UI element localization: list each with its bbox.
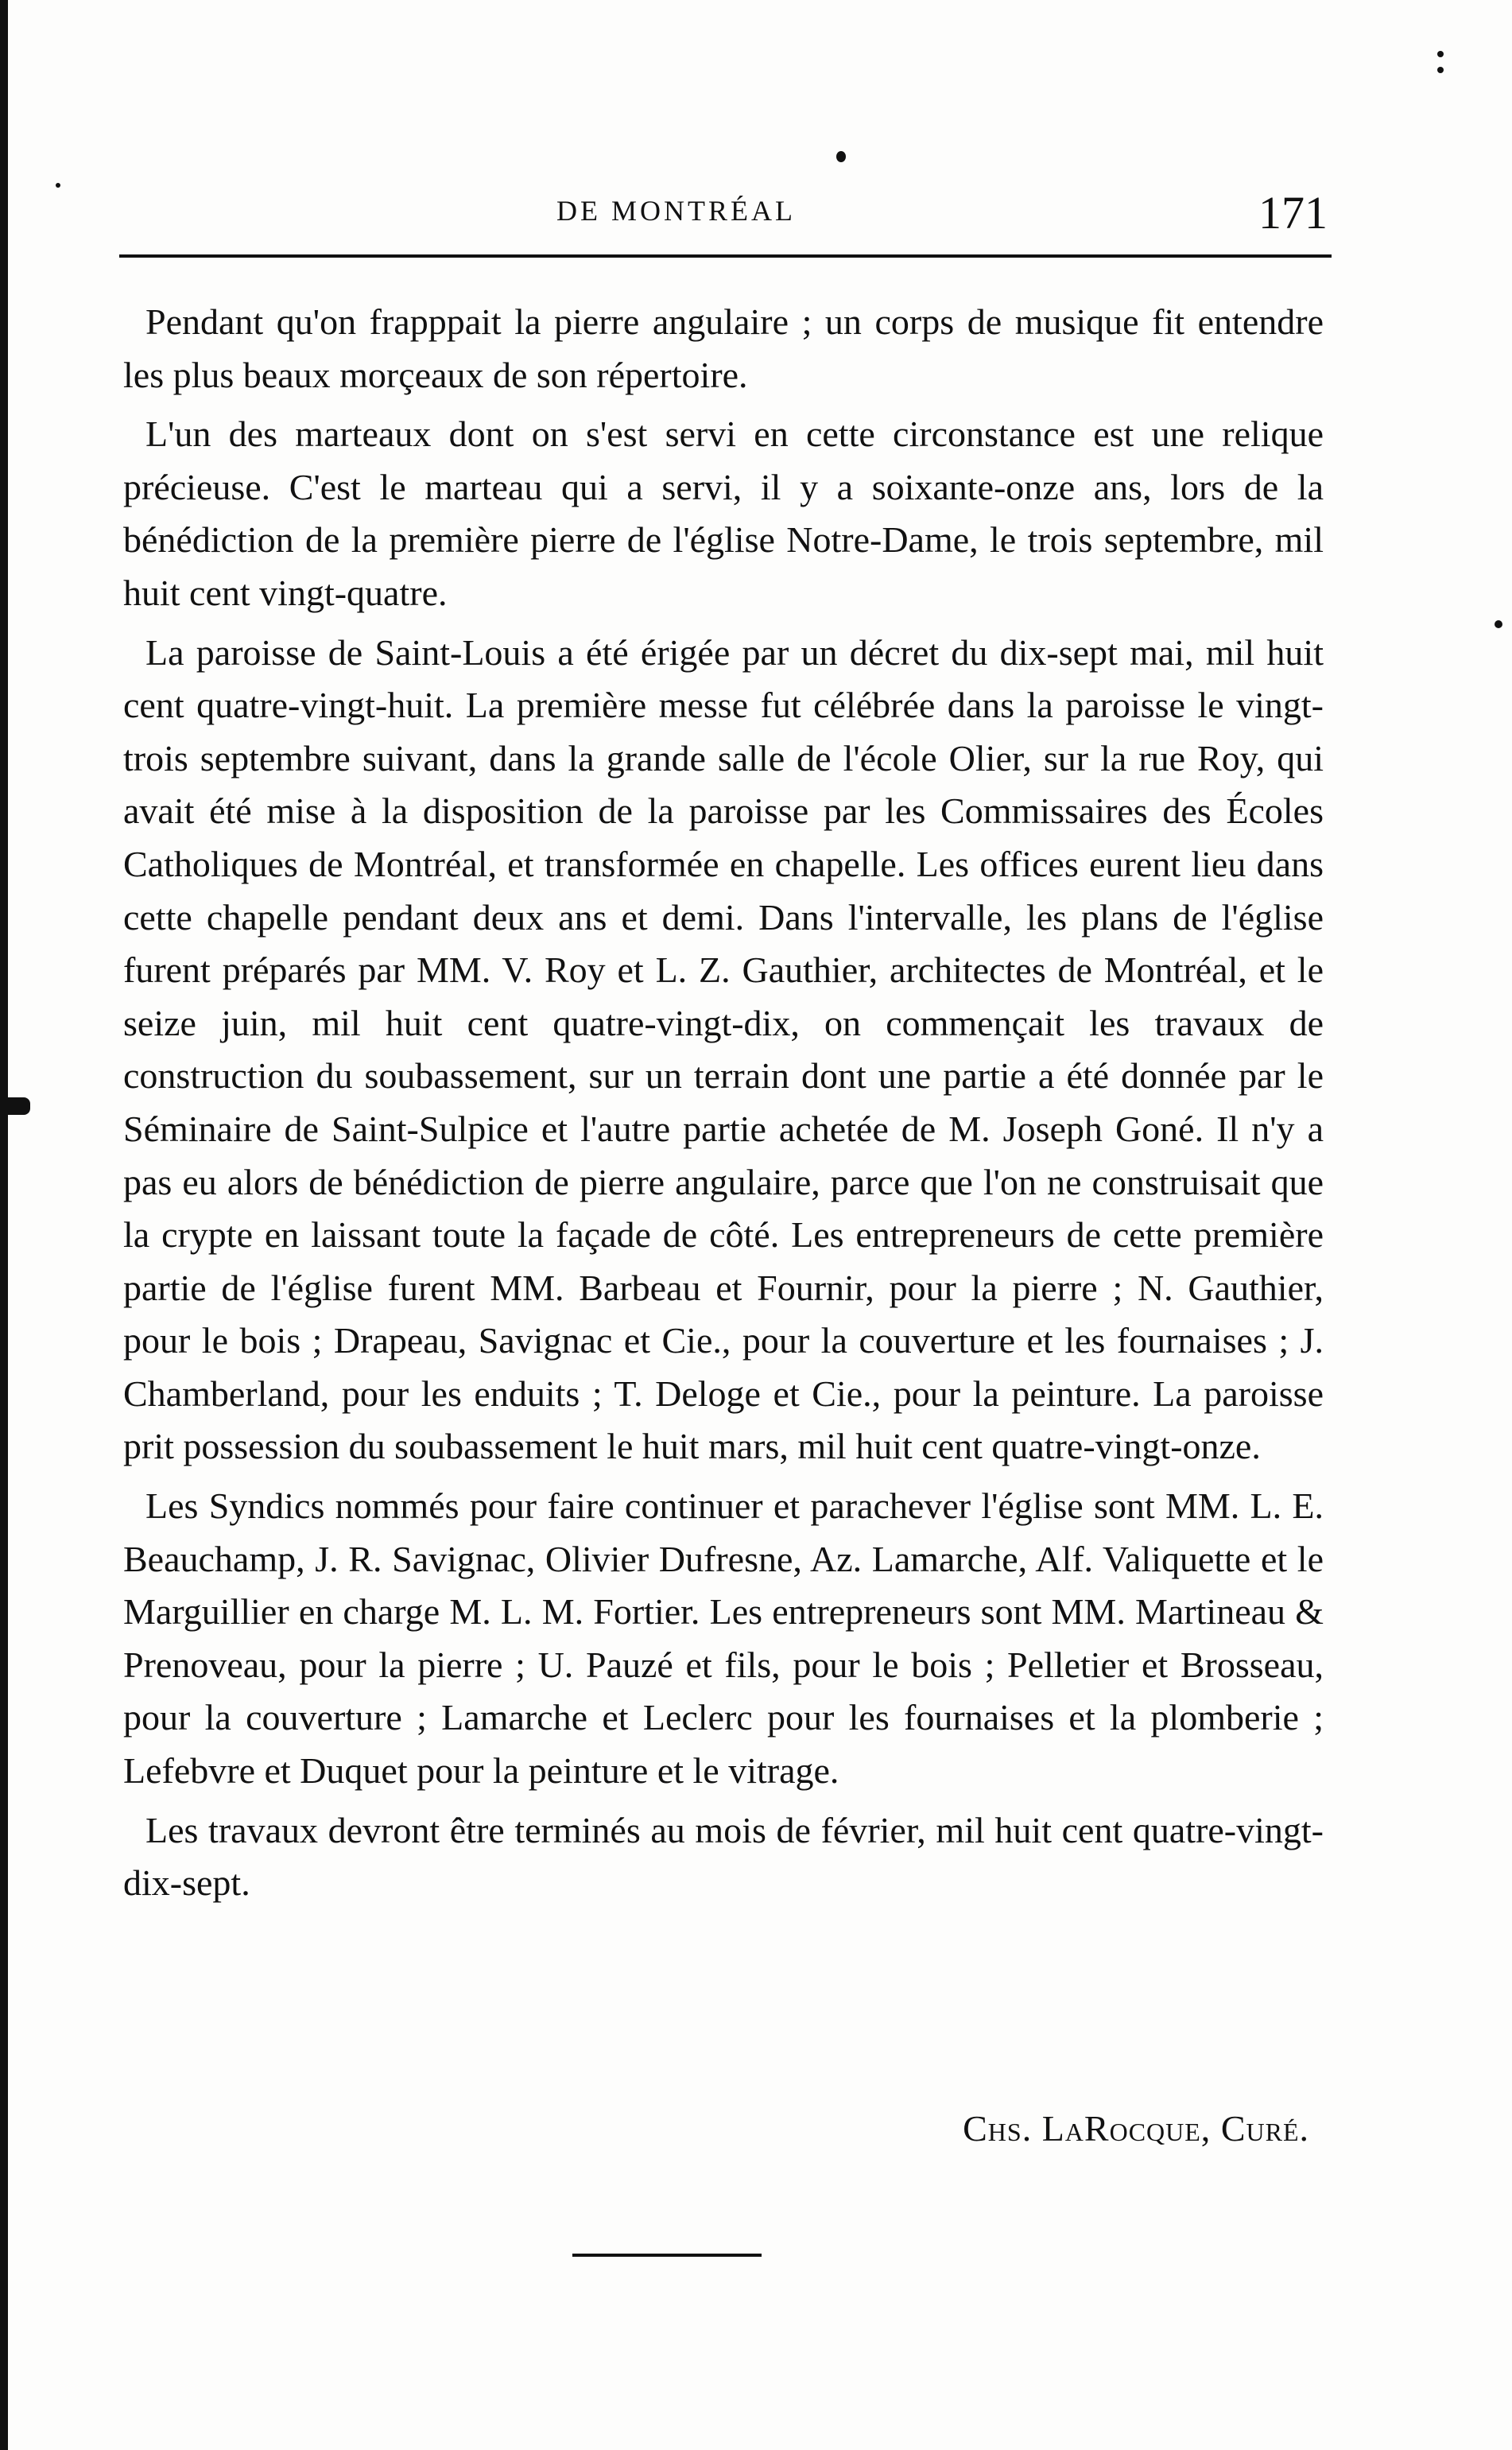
- paragraph: L'un des marteaux dont on s'est servi en cette circonstance est une relique précieuse. C'est le marteau qui a servi, il y a soixante-onze ans, lors de la bénédiction de la première pierre de l'église Notre-Dame, le trois septembre, mil huit cent vingt-quatre.: [123, 414, 1324, 613]
- paragraph: Les Syndics nommés pour faire continuer et parachever l'église sont MM. L. E. Beauchamp, J. R. Savignac, Olivier Dufresne, Az. Lamarche, Alf. Valiquette et le Marguillier en charge M. L. M. Fortier. Les entrepreneurs sont MM. Martineau & Prenoveau, pour la pierre ; U. Pauzé et fils, pour le bois ; Pelletier et Brosseau, pour la couverture ; Lamarche et Leclerc pour les fournaises et la plomberie ; Lefebvre et Duquet pour la peinture et le vitrage.: [123, 1485, 1324, 1792]
- paragraph: Pendant qu'on frapppait la pierre angulaire ; un corps de musique fit entendre les plus beaux morçeaux de son répertoire.: [123, 301, 1324, 395]
- signature-prefix: Chs.: [963, 2108, 1033, 2149]
- scan-speck: [836, 151, 846, 162]
- scan-speck: [56, 183, 60, 188]
- paragraph: La paroisse de Saint-Louis a été érigée par un décret du dix-sept mai, mil huit cent quatre-vingt-huit. La première messe fut célébrée dans la paroisse le vingt-trois septembre suivant, dans la grande salle de l'école Olier, sur la rue Roy, qui avait été mise à la disposition de la paroisse par les Commissaires des Écoles Catholiques de Montréal, et transformée en chapelle. Les offices eurent lieu dans cette chapelle pendant deux ans et demi. Dans l'intervalle, les plans de l'église furent préparés par MM. V. Roy et L. Z. Gauthier, architectes de Montréal, et le seize juin, mil huit cent quatre-vingt-dix, on commençait les travaux de construction du soubassement, sur un terrain dont une partie a été donnée par le Séminaire de Saint-Sulpice et l'autre partie achetée de M. Joseph Goné. Il n'y a pas eu alors de bénédiction de pierre angulaire, parce que l'on ne construisait que la crypte en laissant toute la façade de côté. Les entrepreneurs de cette première partie de l'église furent MM. Barbeau et Fournir, pour la pierre ; N. Gauthier, pour le bois ; Drapeau, Savignac et Cie., pour la couverture et les fournaises ; J. Chamberland, pour les enduits ; T. Deloge et Cie., pour la peinture. La paroisse prit possession du soubassement le huit mars, mil huit cent quatre-vingt-onze.: [123, 631, 1324, 1467]
- running-header: [119, 189, 1328, 245]
- header-rule: [119, 254, 1332, 258]
- paragraph: Les travaux devront être terminés au mois de février, mil huit cent quatre-vingt-dix-sept.: [123, 1809, 1324, 1904]
- signature-name: LaRocque,: [1041, 2108, 1212, 2149]
- end-rule: [572, 2254, 762, 2257]
- signature: [963, 2107, 1309, 2149]
- scan-speck: [1437, 67, 1444, 73]
- page-number: 171: [1258, 187, 1328, 239]
- running-title: DE MONTRÉAL: [556, 195, 796, 227]
- scan-speck: [1495, 620, 1502, 628]
- signature-title: Curé.: [1220, 2108, 1309, 2149]
- scan-left-mark: [0, 1097, 30, 1115]
- scan-left-border: [0, 0, 8, 2450]
- body-text: [123, 296, 1324, 1916]
- scan-speck: [1437, 51, 1444, 57]
